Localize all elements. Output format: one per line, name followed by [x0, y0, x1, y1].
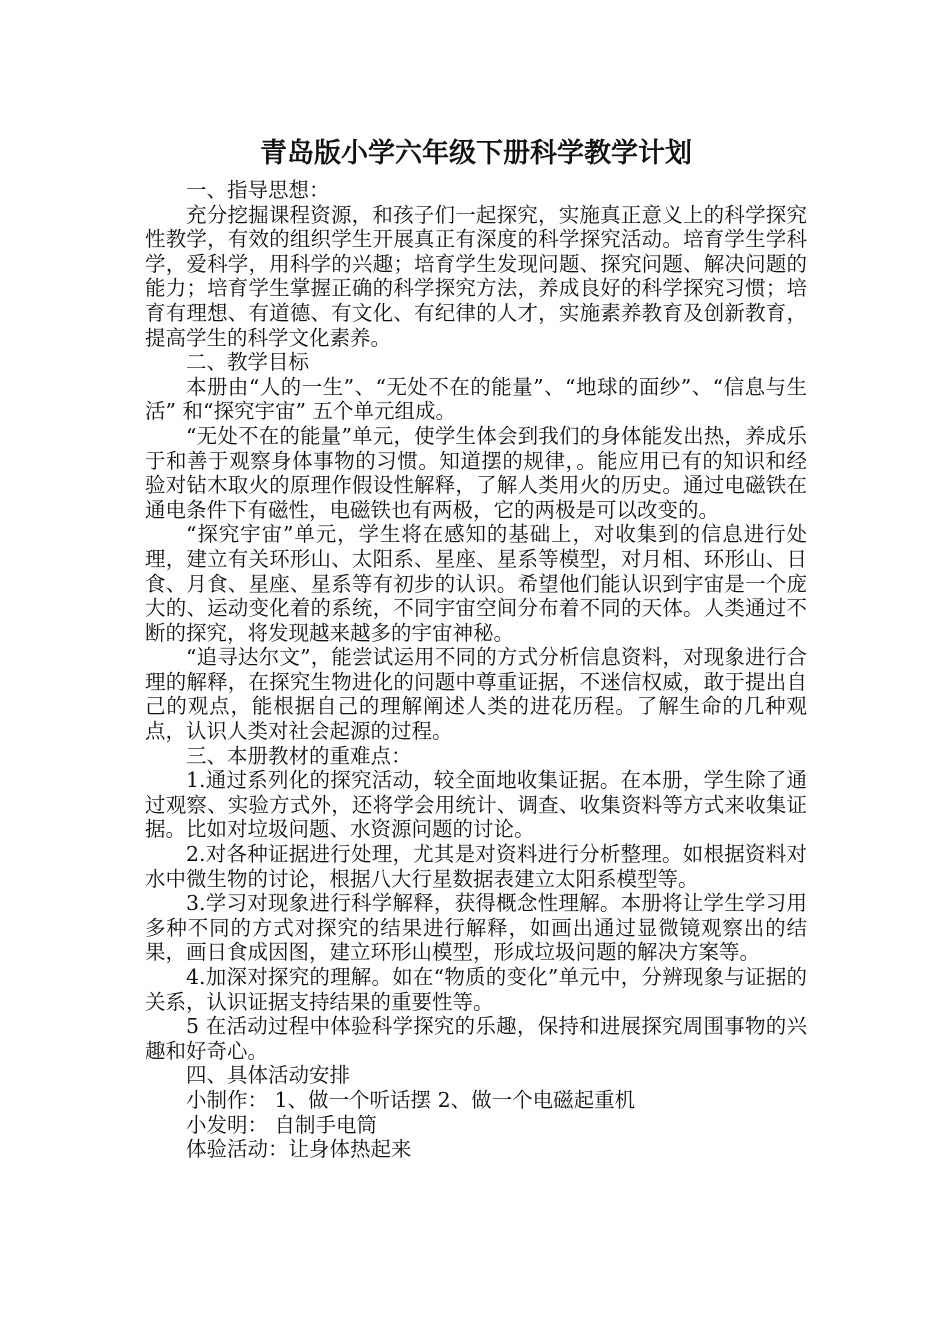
- paragraph-key-point-3: 3.学习对现象进行科学解释，获得概念性理解。本册将让学生学习用多种不同的方式对探究的结果进行解释，如画出通过显微镜观察出的结果，画日食成因图，建立环形山模型，形成垃圾问题的解决方案等。: [145, 891, 807, 965]
- document-title: 青岛版小学六年级下册科学教学计划: [260, 138, 692, 169]
- document-page: [145, 130, 807, 1162]
- activity-experience: 体验活动：让身体热起来: [186, 1137, 412, 1162]
- section-heading-guiding-ideology: 一、指导思想：: [186, 178, 330, 202]
- section-heading-teaching-goals: 二、教学目标: [186, 350, 309, 375]
- paragraph-key-point-5: 5 在活动过程中体验科学探究的乐趣，保持和进展探究周围事物的兴趣和好奇心。: [145, 1014, 807, 1063]
- paragraph-key-point-4: 4.加深对探究的理解。如在“物质的变化”单元中，分辨现象与证据的关系，认识证据支持结果的重要性等。: [145, 965, 807, 1014]
- paragraph-key-point-1: 1.通过系列化的探究活动，较全面地收集证据。在本册，学生除了通过观察、实验方式外，还将学会用统计、调查、收集资料等方式来收集证据。比如对垃圾问题、水资源问题的讨论。: [145, 768, 807, 842]
- activity-small-invention: 小发明： 自制手电筒: [186, 1112, 378, 1137]
- paragraph-key-point-2: 2.对各种证据进行处理，尤其是对资料进行分析整理。如根据资料对水中微生物的讨论，根据八大行星数据表建立太阳系模型等。: [145, 842, 807, 891]
- paragraph-guiding-ideology: 充分挖掘课程资源，和孩子们一起探究，实施真正意义上的科学探究性教学，有效的组织学生开展真正有深度的科学探究活动。培育学生学科学，爱科学，用科学的兴趣；培育学生发现问题、探究问题、解决问题的能力；培育学生掌握正确的科学探究方法，养成良好的科学探究习惯；培育有理想、有道德、有文化、有纪律的人才，实施素养教育及创新教育，提高学生的科学文化素养。: [145, 202, 807, 350]
- activity-small-making: 小制作： 1、做一个听话摆 2、做一个电磁起重机: [186, 1087, 636, 1112]
- section-heading-key-points: 三、本册教材的重难点：: [186, 743, 412, 768]
- paragraph-universe-unit: “探究宇宙”单元，学生将在感知的基础上，对收集到的信息进行处理，建立有关环形山、太阳系、星座、星系等模型，对月相、环形山、日食、月食、星座、星系等有初步的认识。希望他们能认识到宇宙是一个庞大的、运动变化着的系统，不同宇宙空间分布着不同的天体。人类通过不断的探究，将发现越来越多的宇宙神秘。: [145, 522, 807, 645]
- paragraph-units-overview: 本册由“人的一生”、“无处不在的能量”、“地球的面纱”、“信息与生活” 和“探究宇宙” 五个单元组成。: [145, 374, 807, 424]
- section-heading-activities: 四、具体活动安排: [186, 1063, 350, 1088]
- paragraph-energy-unit: “无处不在的能量”单元，使学生体会到我们的身体能发出热，养成乐于和善于观察身体事物的习惯。知道摆的规律，。能应用已有的知识和经验对钻木取火的原理作假设性解释，了解人类用火的历史。通过电磁铁在通电条件下有磁性，电磁铁也有两极，它的两极是可以改变的。: [145, 423, 807, 522]
- paragraph-darwin-unit: “追寻达尔文”，能尝试运用不同的方式分析信息资料，对现象进行合理的解释，在探究生物进化的问题中尊重证据，不迷信权威，敢于提出自己的观点，能根据自己的理解阐述人类的进花历程。了解生命的几种观点，认识人类对社会起源的过程。: [145, 645, 807, 744]
